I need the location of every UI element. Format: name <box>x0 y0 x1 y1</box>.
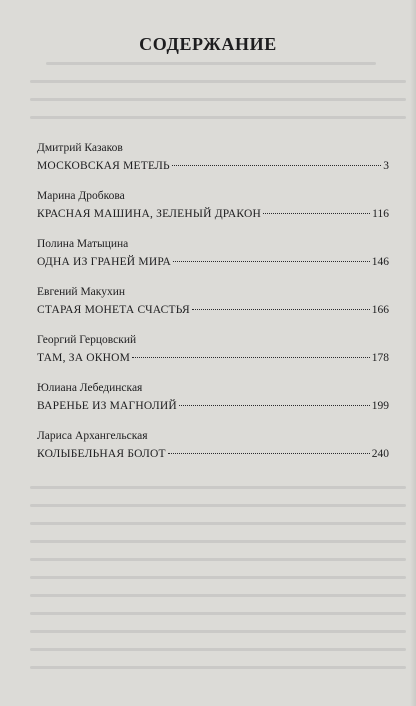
entry-page-number: 199 <box>371 400 389 412</box>
dot-leader <box>263 213 370 214</box>
entry-story-title: ОДНА ИЗ ГРАНЕЙ МИРА <box>37 256 171 268</box>
dot-leader <box>192 309 370 310</box>
entry-author: Дмитрий Казаков <box>37 142 123 154</box>
entry-line <box>37 158 389 174</box>
dot-leader <box>179 405 370 406</box>
entry-page-number: 166 <box>371 304 389 316</box>
table-of-contents <box>37 140 389 476</box>
toc-entry <box>37 284 389 332</box>
entry-page-number: 116 <box>372 208 389 220</box>
page-title: СОДЕРЖАНИЕ <box>139 34 277 54</box>
dot-leader <box>172 165 381 166</box>
entry-author: Евгений Макухин <box>37 286 126 298</box>
toc-entry <box>37 236 389 284</box>
dot-leader <box>173 261 370 262</box>
entry-line <box>37 350 389 366</box>
entry-story-title: СТАРАЯ МОНЕТА СЧАСТЬЯ <box>37 304 190 316</box>
entry-line <box>37 254 389 270</box>
toc-entry <box>37 428 389 476</box>
entry-story-title: ТАМ, ЗА ОКНОМ <box>37 352 131 364</box>
dot-leader <box>168 453 370 454</box>
toc-entry <box>37 140 389 188</box>
entry-author: Юлиана Лебединская <box>37 382 143 394</box>
toc-entry <box>37 332 389 380</box>
entry-line <box>37 206 389 222</box>
entry-author: Марина Дробкова <box>37 190 125 202</box>
entry-author: Полина Матыцина <box>37 238 129 250</box>
entry-story-title: МОСКОВСКАЯ МЕТЕЛЬ <box>37 160 170 172</box>
entry-page-number: 178 <box>371 352 389 364</box>
dot-leader <box>132 357 370 358</box>
entry-author: Лариса Архангельская <box>37 430 148 442</box>
entry-line <box>37 302 389 318</box>
toc-entry <box>37 380 389 428</box>
entry-line <box>37 398 389 414</box>
entry-page-number: 146 <box>371 256 389 268</box>
entry-story-title: КОЛЫБЕЛЬНАЯ БОЛОТ <box>37 448 166 460</box>
entry-story-title: КРАСНАЯ МАШИНА, ЗЕЛЕНЫЙ ДРАКОН <box>37 208 261 220</box>
entry-page-number: 3 <box>383 160 389 172</box>
entry-line <box>37 446 389 462</box>
toc-entry <box>37 188 389 236</box>
entry-page-number: 240 <box>371 448 389 460</box>
entry-author: Георгий Герцовский <box>37 334 137 346</box>
entry-story-title: ВАРЕНЬЕ ИЗ МАГНОЛИЙ <box>37 400 177 412</box>
